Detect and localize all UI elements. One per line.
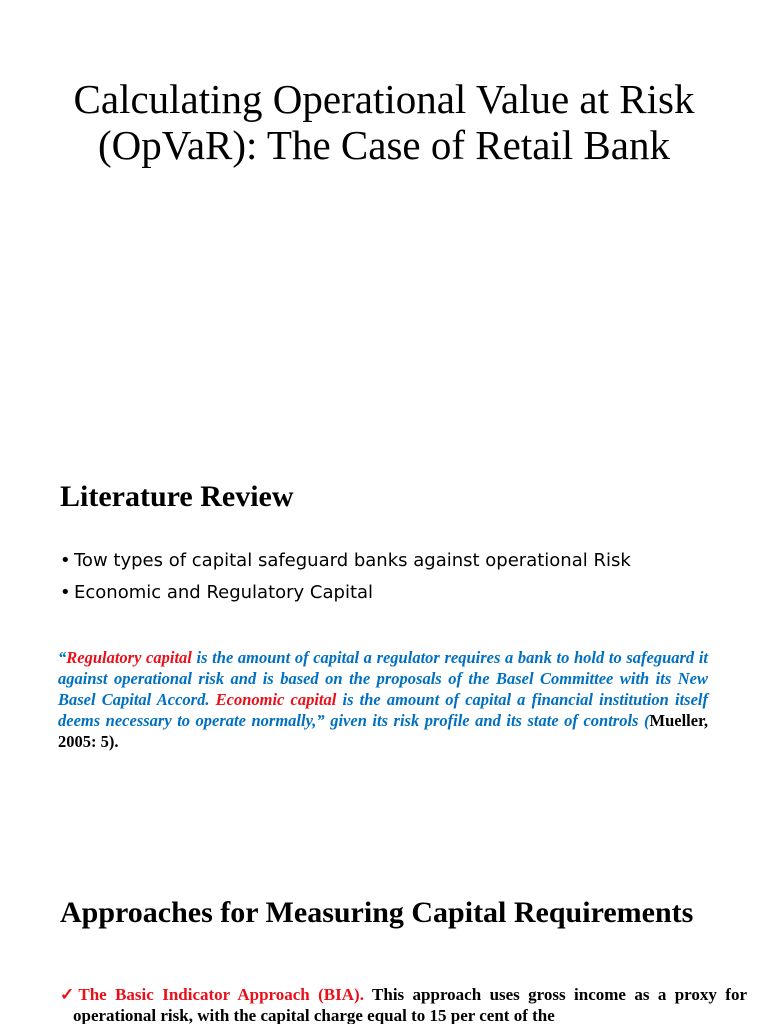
bullet-icon: • [60, 582, 71, 603]
bullet-icon: • [60, 550, 71, 571]
bullet-list [60, 545, 740, 609]
bullet-item [60, 577, 740, 609]
definition-quote [58, 647, 708, 752]
term-regulatory-capital: Regulatory capital [66, 648, 192, 667]
bullet-text: Economic and Regulatory Capital [74, 582, 374, 603]
slide-title [0, 0, 768, 432]
bullet-text: Tow types of capital safeguard banks against operational Risk [74, 550, 631, 571]
approach-term: The Basic Indicator Approach (BIA). [78, 985, 364, 1004]
slide-heading-approaches: Approaches for Measuring Capital Requirements [60, 896, 694, 929]
slide-approaches [0, 864, 768, 1024]
quote-text-part2: is the amount of capital a financial institution itself deems necessary to operate normally,” given its risk profile and its state of controls ( [58, 690, 708, 730]
approach-text: This approach uses gross income as a proxy for operational risk, with the capital charge equal to 15 per cent of the [73, 985, 747, 1024]
checkmark-icon: ✓ [60, 985, 79, 1004]
slide-heading-literature-review: Literature Review [60, 480, 294, 513]
citation: Mueller, 2005: 5). [58, 711, 708, 751]
quote-open-mark: “ [58, 648, 67, 667]
slide-literature-review [0, 432, 768, 864]
quote-text-part1: is the amount of capital a regulator requires a bank to hold to safeguard it against operational risk and is based on the proposals of the Basel Committee with its New Basel Capital Accord. [58, 648, 708, 709]
bullet-item [60, 545, 740, 577]
term-economic-capital: Economic capital [215, 690, 337, 709]
presentation-title: Calculating Operational Value at Risk (OpVaR): The Case of Retail Bank [73, 76, 695, 168]
approach-item-bia [60, 984, 747, 1024]
